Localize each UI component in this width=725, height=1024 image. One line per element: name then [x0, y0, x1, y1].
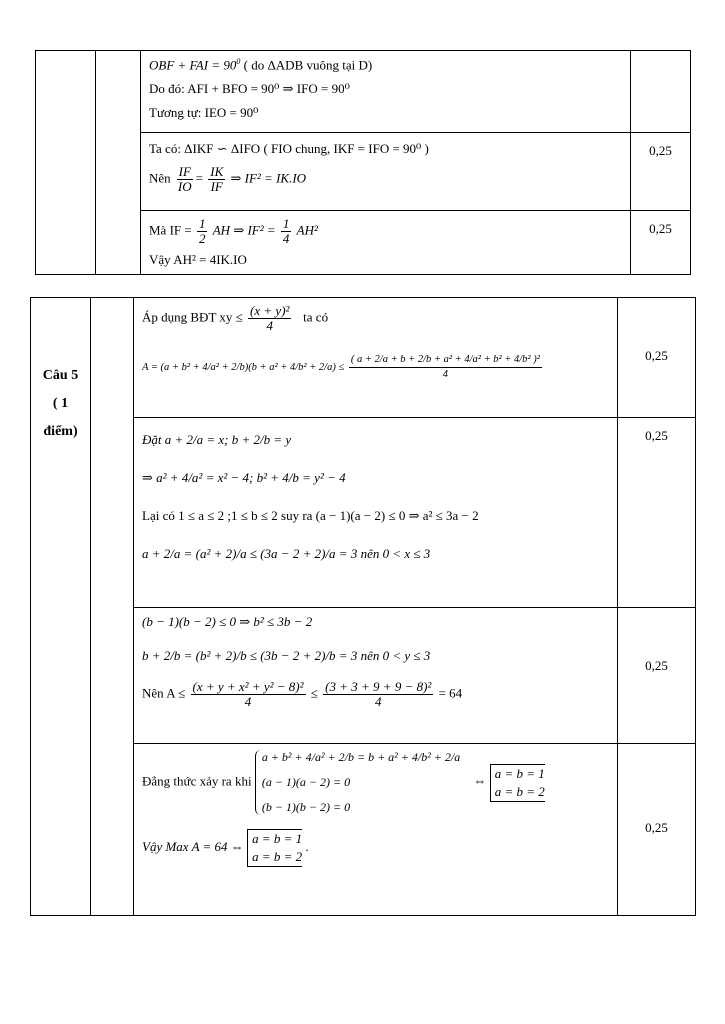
question-number: Câu 5 [42, 368, 79, 383]
points-close: điểm) [43, 424, 78, 439]
substitution-line: Đặt a + 2/a = x; b + 2/b = y [142, 432, 292, 447]
but-label: Mà IF = [149, 222, 192, 238]
squares-line: ⇒ a² + 4/a² = x² − 4; b² + 4/b = y² − 4 [142, 470, 346, 485]
b-inequality-line: (b − 1)(b − 2) ≤ 0 ⇒ b² ≤ 3b − 2 [142, 614, 313, 629]
empty-cell-b [96, 51, 141, 275]
product-result: ⇒ IF² = IK.IO [230, 170, 307, 186]
system-eq-3: (b − 1)(b − 2) = 0 [261, 800, 351, 814]
ratio-1: $\frac{IF}{IO}$ [177, 164, 192, 194]
bound-fraction-2: $\frac{\text{(3 + 3 + 9 + 9 − 8)²}}{4}$ [325, 679, 432, 709]
a-expression: A = (a + b² + 4/a² + 2/b)(b + a² + 4/b² + 2/a) ≤ [142, 361, 345, 373]
equality-system [255, 750, 460, 815]
inequality-block [134, 298, 618, 418]
y-bound-line: b + 2/b = (b² + 2)/b ≤ (3b − 2 + 2)/b = 3 nên 0 < y ≤ 3 [142, 648, 431, 663]
points-open: ( 1 [52, 396, 69, 411]
max-solution-set: a = b = 1 a = b = 2 [247, 829, 302, 867]
solution-set: a = b = 1 a = b = 2 [490, 764, 545, 802]
max-statement: Vậy Max A = 64 ⇔ [142, 838, 244, 854]
am-gm-fraction: $\frac{\text{(x + y)²}}{4}$ [250, 303, 290, 333]
we-have: ta có [303, 309, 329, 325]
max-value: = 64 [438, 685, 463, 701]
ah-squared: AH² [296, 222, 318, 238]
ratio-2: $\frac{IK}{IF}$ [210, 164, 224, 194]
score-empty [631, 51, 691, 133]
conclusion-line: Vậy AH² = 4IK.IO [149, 252, 247, 267]
therefore-line: Do đó: AFI + BFO = 90⁰ ⇒ IFO = 90⁰ [149, 81, 350, 97]
score-cell: 0,25 [618, 418, 696, 608]
cau5-table [30, 297, 696, 916]
empty-cell-c [91, 298, 134, 916]
similar-triangles-line: Ta có: ΔIKF ∽ ΔIFO ( FIO chung, IKF = IFO = 90⁰ ) [149, 141, 429, 156]
score-cell: 0,25 [618, 608, 696, 744]
score-cell: 0,25 [631, 133, 691, 211]
proof-block-2: Ta có: ΔIKF ∽ ΔIFO ( FIO chung, IKF = IFO = 90⁰ ) Nên $\frac{IF}{IO}$ = $\frac{IK}{IF}$ ⇒ IF² = IK.IO [141, 133, 631, 211]
half-fraction: $\frac{1}{2}$ [198, 216, 206, 246]
score-cell: 0,25 [618, 298, 696, 418]
range-line: Lại có 1 ≤ a ≤ 2 ;1 ≤ b ≤ 2 suy ra (a − 1)(a − 2) ≤ 0 ⇒ a² ≤ 3a − 2 [142, 508, 479, 523]
similarly-line: Tương tự: IEO = 90⁰ [149, 105, 259, 121]
score-cell: 0,25 [631, 211, 691, 275]
angle-sum-line: OBF + FAI = 90 [149, 57, 237, 73]
proof-block-1: OBF + FAI = $90^0$ ( do ΔADB vuông tại D) Do đó: AFI + BFO = 90⁰ ⇒ IFO = 90⁰ Tương tự: IEO = 90⁰ [141, 51, 631, 133]
proof-block-3 [141, 211, 631, 275]
system-eq-2: (a − 1)(a − 2) = 0 [261, 775, 351, 789]
empty-cell-a [36, 51, 96, 275]
x-bound-line: a + 2/a = (a² + 2)/a ≤ (3a − 2 + 2)/a = 3 nên 0 < x ≤ 3 [142, 546, 431, 561]
angle-note: ( do ΔADB vuông tại D) [243, 57, 373, 73]
question-label [31, 298, 91, 916]
so-a-le: Nên A ≤ [142, 685, 186, 701]
substitution-block [134, 418, 618, 608]
half-relation: AH ⇒ IF² = [212, 222, 276, 238]
bound-fraction: $\frac{\text{( a + 2/a + b + 2/b + a² + 4/a² + b² + 4/b² )²}}{4}$ [350, 354, 540, 380]
hence-label: Nên [149, 170, 171, 186]
equality-block: Đẳng thức xảy ra khi a + b² + 4/a² + 2/b = b + a² + 4/b² + 2/a (a − 1)(a − 2) = 0 (b − 1)(b − 2) = 0 ⇔ a = b = 1 a = b = 2 Vậy Max A = 64 ⇔ a = b = 1 a = b = 2 . [134, 744, 618, 916]
y-bound-block: (b − 1)(b − 2) ≤ 0 ⇒ b² ≤ 3b − 2 b + 2/b = (b² + 2)/b ≤ (3b − 2 + 2)/b = 3 nên 0 < y ≤ 3 Nên A ≤ $\frac{\text{(x + y + x² + y² − 8)²}}{4}$ ≤ $\frac{\text{(3 + 3 + 9 + 9 − 8)²}}{4}$ = 64 [134, 608, 618, 744]
top-table [35, 50, 691, 275]
system-eq-1: a + b² + 4/a² + 2/b = b + a² + 4/b² + 2/a [261, 750, 461, 764]
equivalence-arrow: ⇔ [473, 773, 487, 789]
apply-inequality: Áp dụng BĐT xy ≤ [142, 309, 243, 325]
quarter-fraction: $\frac{1}{4}$ [282, 216, 290, 246]
equality-label: Đẳng thức xảy ra khi [142, 773, 252, 789]
score-cell: 0,25 [618, 744, 696, 916]
bound-fraction-1: $\frac{\text{(x + y + x² + y² − 8)²}}{4}$ [192, 679, 304, 709]
